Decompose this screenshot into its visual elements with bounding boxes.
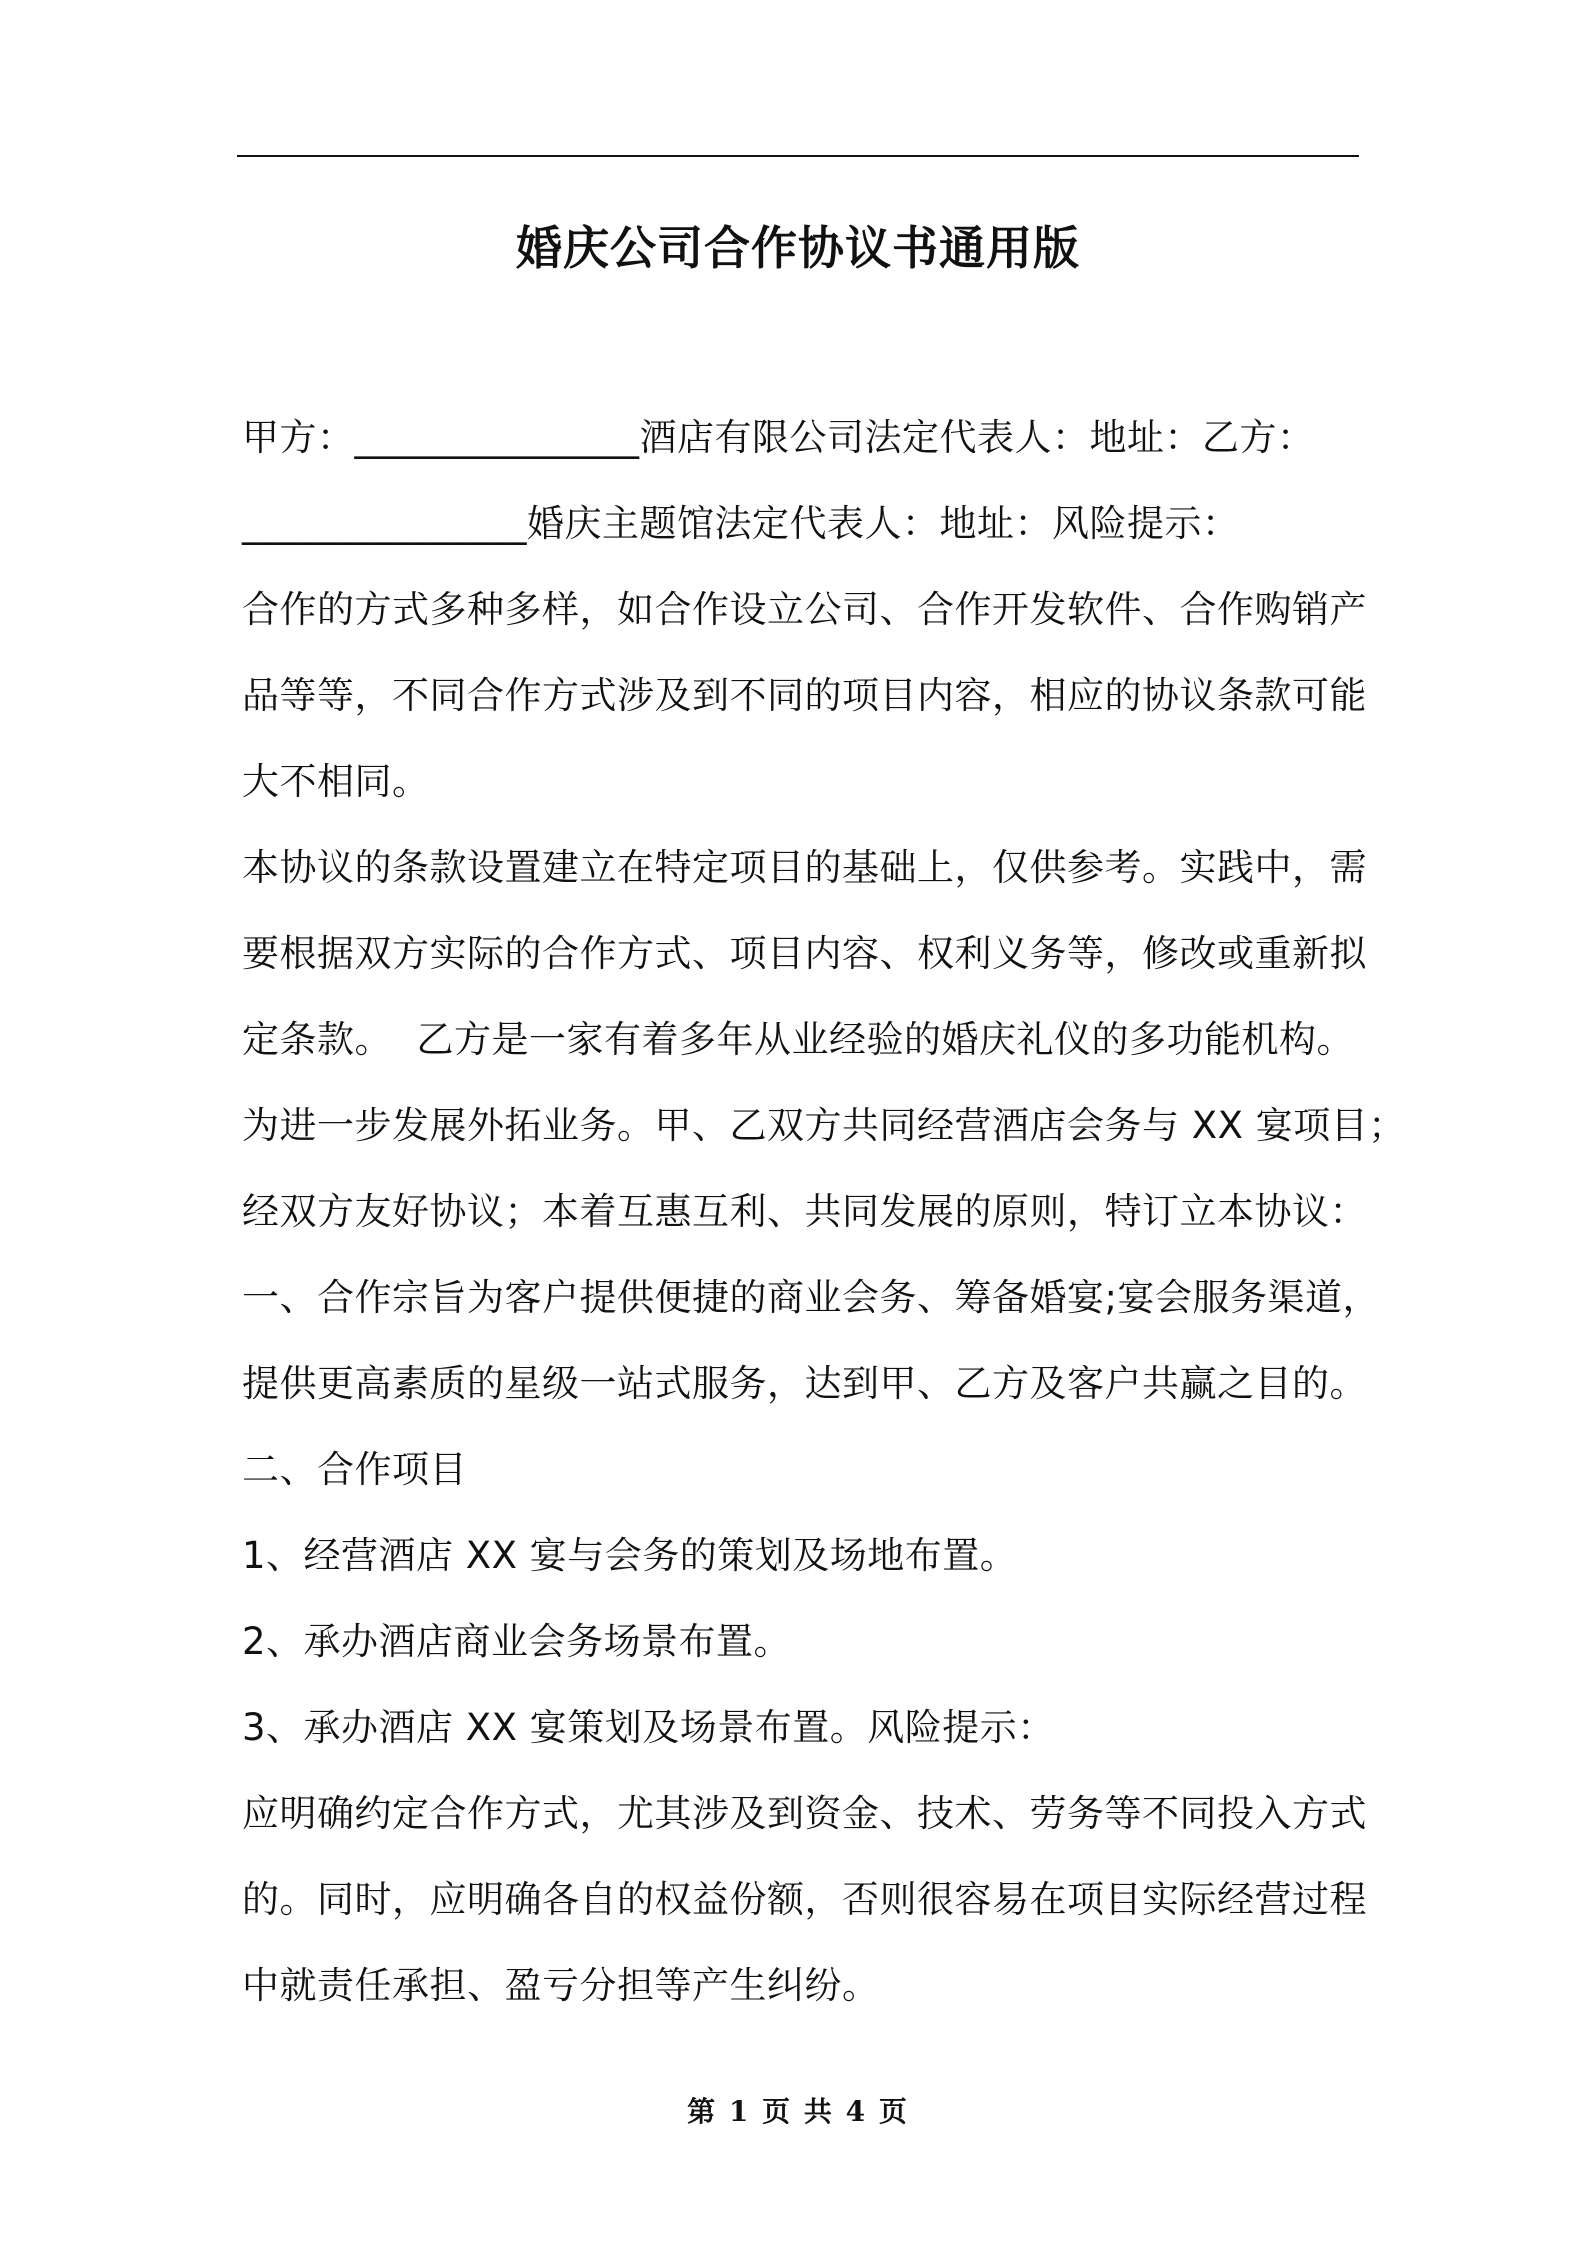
text-line: 要根据双方实际的合作方式、项目内容、权利义务等，修改或重新拟 [242,932,1367,975]
text-line: 为进一步发展外拓业务。甲、乙双方共同经营酒店会务与 XX 宴项目； [242,1104,1406,1147]
text-line: 大不相同。 [242,760,430,803]
text-line: 的。同时，应明确各自的权益份额，否则很容易在项目实际经营过程 [242,1878,1367,1921]
text-line-party-a: 甲方：_______________酒店有限公司法定代表人：地址：乙方： [242,416,1315,459]
list-item: 2、承办酒店商业会务场景布置。 [242,1620,792,1663]
text-line: 提供更高素质的星级一站式服务，达到甲、乙方及客户共赢之目的。 [242,1362,1367,1405]
text-line: 合作的方式多种多样，如合作设立公司、合作开发软件、合作购销产 [242,588,1367,631]
section-heading-projects: 二、合作项目 [242,1448,467,1491]
text-line: 中就责任承担、盈亏分担等产生纠纷。 [242,1964,880,2007]
document-title: 婚庆公司合作协议书通用版 [516,221,1080,275]
list-item: 3、承办酒店 XX 宴策划及场景布置。风险提示： [242,1706,1055,1749]
document-body [242,395,1406,2029]
section-heading-purpose: 一、合作宗旨为客户提供便捷的商业会务、筹备婚宴;宴会服务渠道， [242,1276,1380,1319]
text-line: 本协议的条款设置建立在特定项目的基础上，仅供参考。实践中，需 [242,846,1367,889]
text-line-party-b: _______________婚庆主题馆法定代表人：地址：风险提示： [242,502,1240,545]
header-rule [237,155,1359,157]
text-line: 品等等，不同合作方式涉及到不同的项目内容，相应的协议条款可能 [242,674,1367,717]
list-item: 1、经营酒店 XX 宴与会务的策划及场地布置。 [242,1534,1018,1577]
text-line: 定条款。 乙方是一家有着多年从业经验的婚庆礼仪的多功能机构。 [242,1018,1355,1061]
page-number-footer: 第 1 页 共 4 页 [687,2095,909,2128]
text-line: 经双方友好协议；本着互惠互利、共同发展的原则，特订立本协议： [242,1190,1367,1233]
text-line: 应明确约定合作方式，尤其涉及到资金、技术、劳务等不同投入方式 [242,1792,1367,1835]
